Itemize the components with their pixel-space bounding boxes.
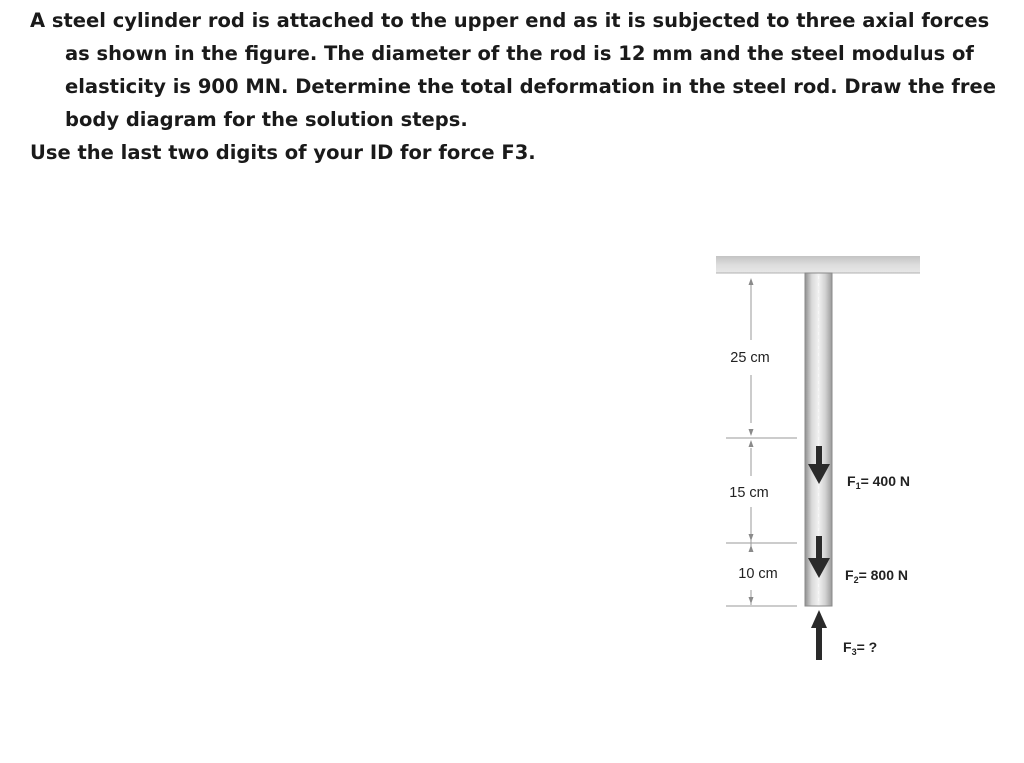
force-f2-value: = 800 N	[858, 567, 909, 583]
problem-instruction: Use the last two digits of your ID for force F3.	[30, 141, 536, 164]
force-arrow-f3-icon	[811, 610, 827, 660]
force-f3-symbol: F	[843, 639, 852, 655]
dimension-line	[726, 283, 797, 606]
force-f3-value: = ?	[856, 639, 878, 655]
force-f3-subscript: 3	[851, 647, 857, 657]
force-label-f1	[847, 473, 910, 491]
force-label-f3	[843, 639, 877, 657]
problem-statement: A steel cylinder rod is attached to the upper end as it is subjected to three axial forces as shown in the figure. The diameter of the rod is 12 mm and the steel modulus of elasticity is 900 MN. Determine the total deformation in the steel rod. Draw the free body diagram for the solution steps.	[30, 9, 996, 131]
dimension-label-15cm: 15 cm	[729, 485, 769, 501]
force-f1-symbol: F	[847, 473, 856, 489]
fixed-support	[716, 256, 920, 273]
dimension-label-10cm: 10 cm	[738, 566, 778, 582]
force-f1-subscript: 1	[855, 481, 861, 491]
force-f1-value: = 400 N	[860, 473, 911, 489]
dimension-label-25cm: 25 cm	[730, 350, 770, 366]
force-f2-subscript: 2	[853, 575, 859, 585]
force-f2-symbol: F	[845, 567, 854, 583]
force-label-f2	[845, 567, 908, 585]
